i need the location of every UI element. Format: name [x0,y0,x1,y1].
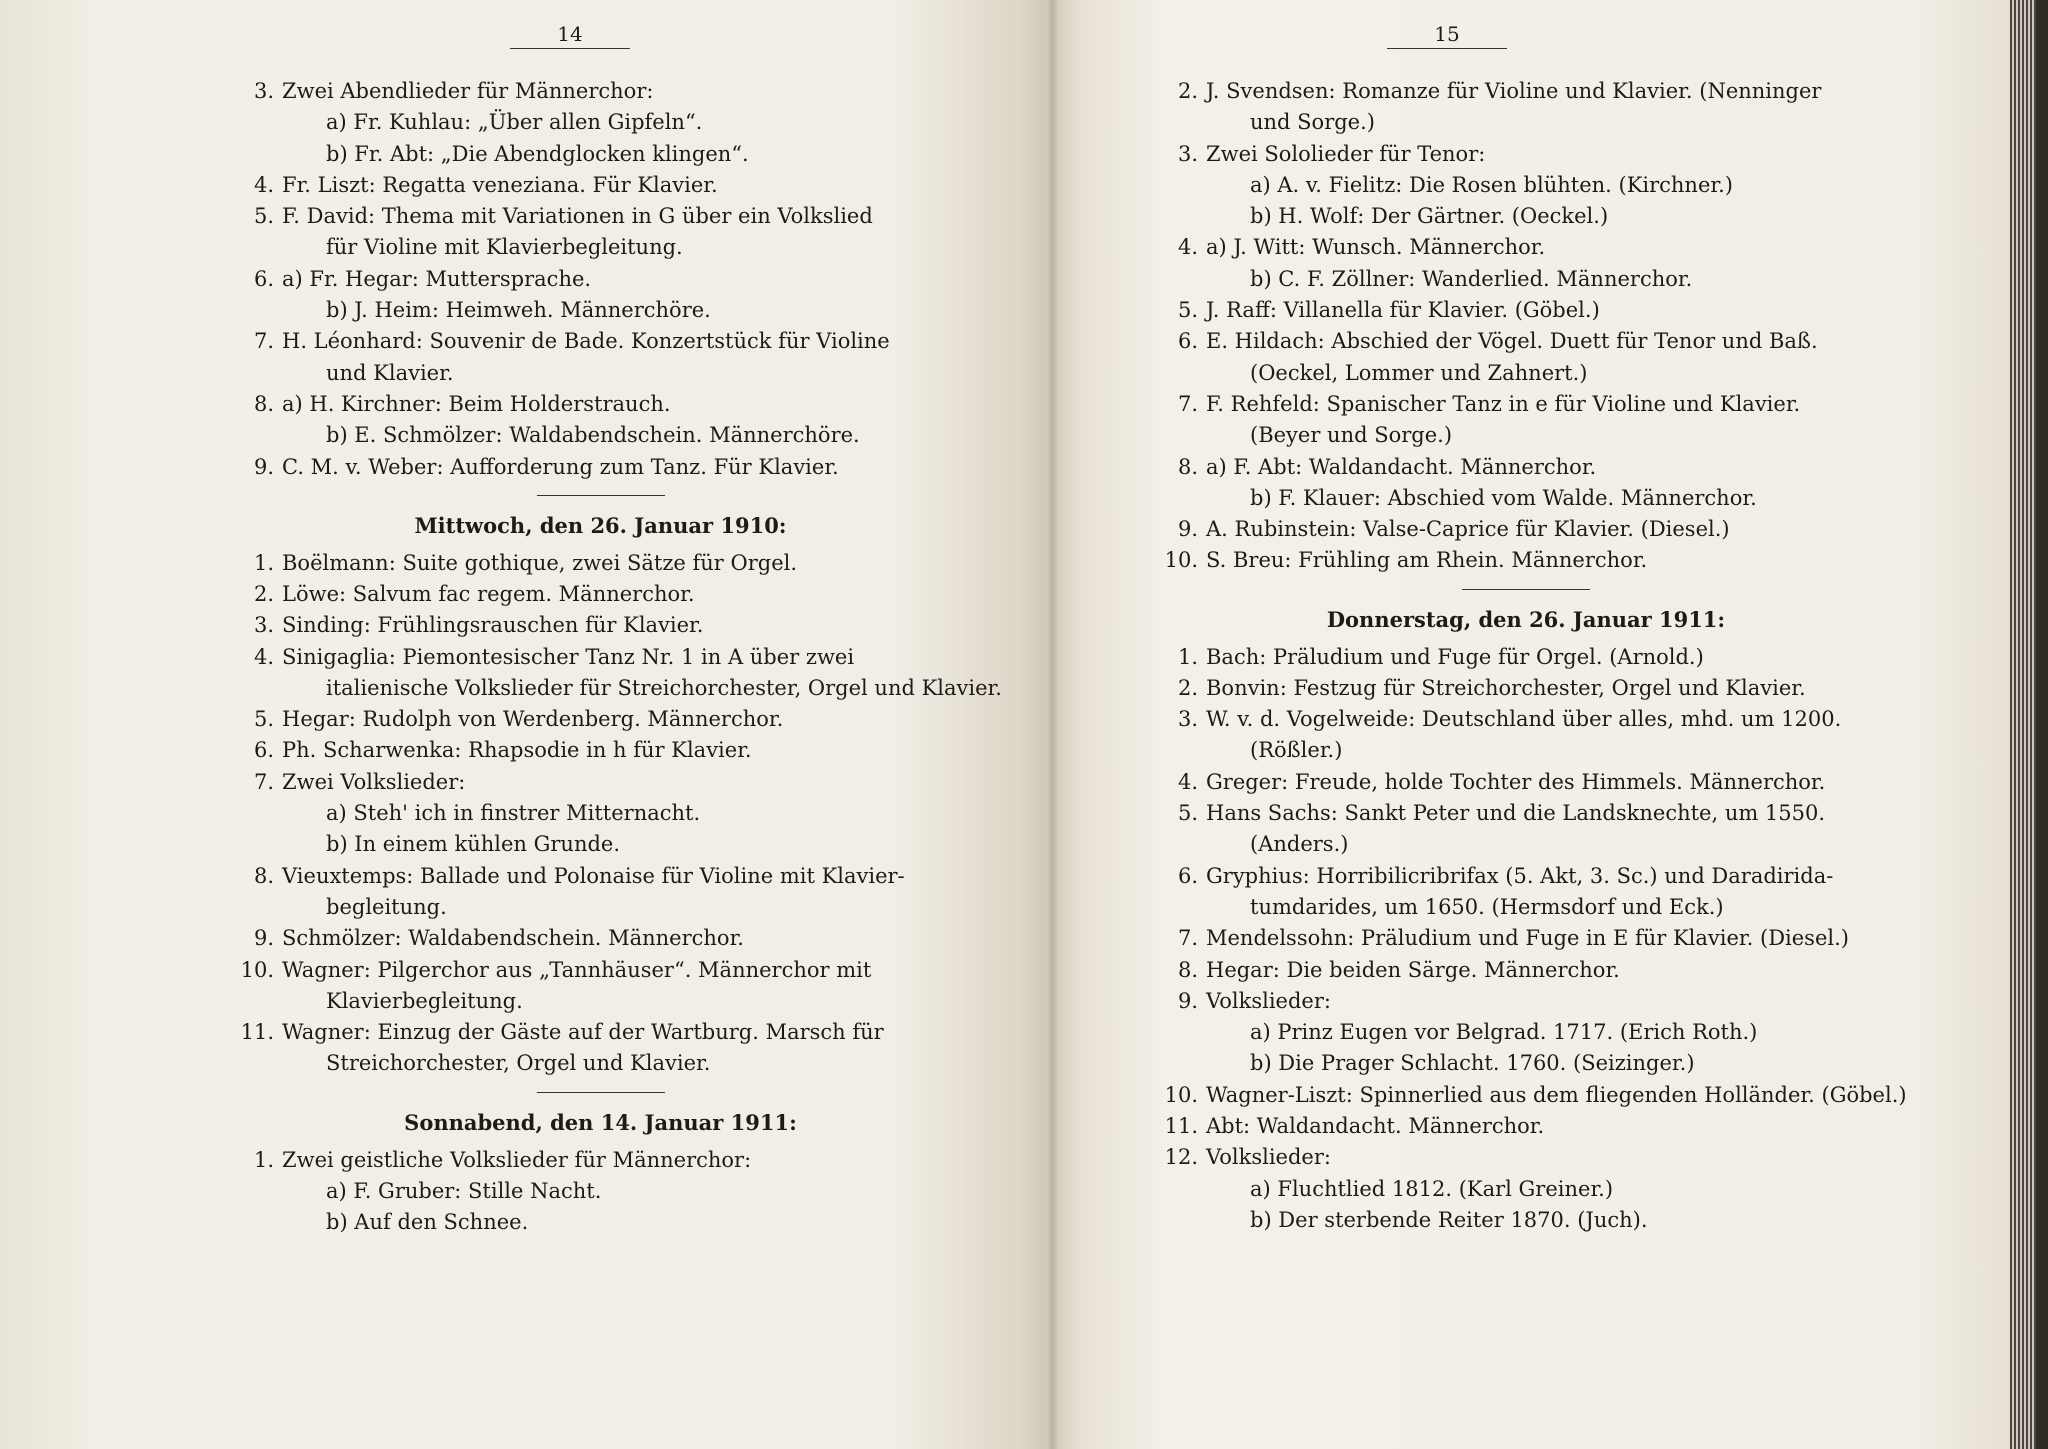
program-entry [238,76,963,107]
entry-number: 9. [253,926,274,951]
entry-text: b) C. F. Zöllner: Wanderlied. Männerchor. [1250,266,1693,291]
program-entry [1162,107,1890,138]
entry-text: a) F. Abt: Waldandacht. Männerchor. [1206,454,1597,479]
program-entry [238,264,963,295]
program-entry [238,704,963,735]
entry-text: begleitung. [326,894,447,919]
program-entry [1162,986,1890,1017]
entry-number: 7. [1177,926,1198,951]
entry-number: 7. [253,769,274,794]
entry-text: b) In einem kühlen Grunde. [326,832,621,857]
entry-number [238,1048,282,1079]
program-list [238,76,963,483]
entry-text: C. M. v. Weber: Aufforderung zum Tanz. Für Klavier. [282,454,839,479]
program-entry [238,420,963,451]
entry-number: 3. [1177,141,1198,166]
entry-text: Löwe: Salvum fac regem. Männerchor. [282,581,695,606]
entry-text: Bonvin: Festzug für Streichorchester, Orgel und Klavier. [1206,675,1806,700]
entry-text: Klavierbegleitung. [326,988,523,1013]
entry-text: H. Léonhard: Souvenir de Bade. Konzertstück für Violine [282,329,890,354]
entry-number [238,358,282,389]
program-entry [1162,420,1890,451]
entry-number: 10. [240,957,274,982]
entry-number [238,892,282,923]
program-entry [1162,1111,1890,1142]
entry-number [1162,735,1206,766]
entry-number [1162,107,1206,138]
entry-text: a) Fr. Hegar: Muttersprache. [282,266,592,291]
entry-text: a) Fluchtlied 1812. (Karl Greiner.) [1250,1176,1614,1201]
entry-number [1162,483,1206,514]
entry-text: und Klavier. [326,360,454,385]
section-heading: Mittwoch, den 26. Januar 1910: [414,513,787,539]
entry-number: 4. [1177,235,1198,260]
entry-number [238,232,282,263]
program-entry [238,735,963,766]
entry-number: 3. [253,613,274,638]
program-entry [1162,389,1890,420]
entry-text: J. Raff: Villanella für Klavier. (Göbel.) [1206,298,1600,323]
entry-number: 2. [1177,675,1198,700]
program-entry [1162,170,1890,201]
entry-text: b) Auf den Schnee. [326,1210,529,1235]
program-entry [238,642,963,673]
entry-text: W. v. d. Vogelweide: Deutschland über alles, mhd. um 1200. [1206,707,1842,732]
entry-number: 12. [1164,1145,1198,1170]
program-entry [1162,767,1890,798]
entry-text: Zwei Abendlieder für Männerchor: [282,79,654,103]
entry-number: 8. [253,863,274,888]
program-entry [1162,358,1890,389]
entry-number: 5. [253,204,274,229]
entry-text: (Anders.) [1250,832,1349,857]
entry-text: Hans Sachs: Sankt Peter und die Landsknechte, um 1550. [1206,801,1826,826]
entry-text: a) Steh' ich in finstrer Mitternacht. [326,801,701,826]
entry-text: Fr. Liszt: Regatta veneziana. Für Klavier. [282,172,718,197]
entry-number: 10. [1164,548,1198,573]
program-entry [1162,798,1890,829]
entry-number: 2. [253,581,274,606]
entry-number: 8. [1177,957,1198,982]
program-entry [1162,76,1890,107]
entry-text: b) E. Schmölzer: Waldabendschein. Männerchöre. [326,423,860,448]
entry-text: a) A. v. Fielitz: Die Rosen blühten. (Kirchner.) [1250,172,1733,197]
entry-text: a) H. Kirchner: Beim Holderstrauch. [282,391,671,416]
entry-number [238,673,282,704]
program-entry [238,955,963,986]
entry-number: 4. [253,172,274,197]
entry-number [1162,892,1206,923]
entry-number [238,107,282,138]
entry-text: Vieuxtemps: Ballade und Polonaise für Violine mit Klavier- [282,863,905,888]
program-entry [238,673,1002,704]
entry-number: 4. [1177,769,1198,794]
entry-number: 6. [1177,329,1198,354]
entry-number: 3. [1177,707,1198,732]
entry-text: für Violine mit Klavierbegleitung. [326,235,683,260]
program-list [1162,76,1890,577]
program-entry [238,358,963,389]
entry-text: (Oeckel, Lommer und Zahnert.) [1250,360,1588,385]
entry-text: a) F. Gruber: Stille Nacht. [326,1178,602,1203]
program-entry [1162,704,1890,735]
book-gutter [1046,0,1058,1449]
entry-number [1162,201,1206,232]
entry-number [238,420,282,451]
program-entry [238,1048,963,1079]
entry-text: Mendelssohn: Präludium und Fuge in E für Klavier. (Diesel.) [1206,926,1849,951]
entry-text: italienische Volkslieder für Streichorchester, Orgel und Klavier. [326,675,1002,700]
entry-text: b) Die Prager Schlacht. 1760. (Seizinger.) [1250,1051,1695,1076]
entry-text: Streichorchester, Orgel und Klavier. [326,1051,711,1076]
entry-text: b) F. Klauer: Abschied vom Walde. Männerchor. [1250,485,1757,510]
entry-text: b) H. Wolf: Der Gärtner. (Oeckel.) [1250,204,1609,229]
program-entry [1162,514,1890,545]
entry-number: 6. [253,266,274,291]
entry-number [1162,170,1206,201]
entry-text: Volkslieder: [1206,1145,1331,1170]
program-entry [1162,673,1890,704]
entry-number: 1. [1177,644,1198,669]
program-entry [238,232,963,263]
program-entry [238,892,963,923]
entry-number: 6. [1177,863,1198,888]
page-number-left: 14 [510,22,630,49]
background-edge [2036,0,2048,1449]
entry-text: F. Rehfeld: Spanischer Tanz in e für Violine und Klavier. [1206,391,1801,416]
program-entry [1162,452,1890,483]
entry-text: (Rößler.) [1250,738,1343,763]
entry-text: A. Rubinstein: Valse-Caprice für Klavier. (Diesel.) [1206,517,1730,542]
entry-number: 11. [1164,1114,1198,1138]
program-list [238,548,1002,1080]
entry-number: 11. [240,1020,274,1045]
entry-number [1162,1048,1206,1079]
program-entry [1162,1142,1890,1173]
program-entry [238,861,963,892]
program-list [238,1145,963,1239]
entry-text: Hegar: Die beiden Särge. Männerchor. [1206,957,1620,982]
entry-number [238,986,282,1017]
entry-text: Sinding: Frühlingsrauschen für Klavier. [282,613,704,638]
page-number-right: 15 [1387,22,1507,49]
entry-number: 10. [1164,1082,1198,1107]
entry-number [1162,1174,1206,1205]
entry-number: 3. [253,79,274,103]
program-entry [238,610,963,641]
program-entry [238,1176,963,1207]
entry-text: Wagner-Liszt: Spinnerlied aus dem fliegenden Holländer. (Göbel.) [1206,1082,1907,1107]
entry-text: Gryphius: Horribilicribrifax (5. Akt, 3. Sc.) und Daradirida- [1206,863,1834,888]
right-page-content [1162,76,1907,1236]
entry-number [1162,1205,1206,1236]
entry-number [1162,1017,1206,1048]
program-entry [1162,1174,1890,1205]
program-entry [238,767,963,798]
program-entry [1162,264,1890,295]
program-entry [238,139,963,170]
program-entry [1162,326,1890,357]
program-entry [238,548,963,579]
entry-number: 5. [253,707,274,732]
program-entry [238,829,963,860]
entry-text: Hegar: Rudolph von Werdenberg. Männerchor. [282,707,784,732]
program-entry [1162,201,1890,232]
entry-number: 1. [253,1147,274,1172]
program-entry [1162,139,1890,170]
entry-text: Bach: Präludium und Fuge für Orgel. (Arnold.) [1206,644,1704,669]
program-entry [1162,923,1890,954]
entry-text: Volkslieder: [1206,988,1331,1013]
entry-text: Zwei Volkslieder: [282,769,466,794]
entry-number [1162,829,1206,860]
entry-text: Zwei Sololieder für Tenor: [1206,141,1486,166]
program-entry [238,452,963,483]
program-entry [1162,483,1890,514]
program-entry [238,1017,963,1048]
entry-number [238,1207,282,1238]
program-entry [1162,1080,1907,1111]
entry-text: Wagner: Einzug der Gäste auf der Wartburg. Marsch für [282,1020,884,1045]
program-entry [238,107,963,138]
program-entry [238,295,963,326]
section-heading: Sonnabend, den 14. Januar 1911: [404,1110,797,1136]
program-entry [1162,735,1890,766]
program-entry [1162,955,1890,986]
entry-number: 6. [253,738,274,763]
entry-text: tumdarides, um 1650. (Hermsdorf und Eck.) [1250,894,1724,919]
entry-number [238,1176,282,1207]
entry-number: 7. [1177,391,1198,416]
program-entry [1162,829,1890,860]
entry-text: a) Prinz Eugen vor Belgrad. 1717. (Erich Roth.) [1250,1020,1758,1045]
section-heading: Donnerstag, den 26. Januar 1911: [1326,607,1726,633]
entry-text: S. Breu: Frühling am Rhein. Männerchor. [1206,548,1648,573]
program-entry [1162,295,1890,326]
entry-number [238,829,282,860]
entry-text: b) J. Heim: Heimweh. Männerchöre. [326,298,711,323]
section-divider [1462,589,1590,591]
entry-text: a) J. Witt: Wunsch. Männerchor. [1206,235,1546,260]
entry-number: 8. [1177,454,1198,479]
entry-text: Zwei geistliche Volkslieder für Männerchor: [282,1147,752,1172]
program-entry [1162,642,1890,673]
entry-number: 9. [1177,517,1198,542]
program-entry [1162,232,1890,263]
program-entry [1162,545,1890,576]
right-page [1052,0,2010,1449]
entry-number: 4. [253,644,274,669]
program-list [1162,642,1907,1237]
entry-text: F. David: Thema mit Variationen in G über ein Volkslied [282,204,873,229]
entry-number: 5. [1177,298,1198,323]
entry-number: 7. [253,329,274,354]
entry-text: Sinigaglia: Piemontesischer Tanz Nr. 1 in A über zwei [282,644,855,669]
entry-text: b) Der sterbende Reiter 1870. (Juch). [1250,1207,1648,1232]
entry-number [1162,264,1206,295]
section-divider [537,1092,665,1094]
program-entry [1162,1017,1890,1048]
entry-text: b) Fr. Abt: „Die Abendglocken klingen“. [326,141,749,166]
program-entry [238,986,963,1017]
entry-text: Greger: Freude, holde Tochter des Himmels. Männerchor. [1206,769,1826,794]
entry-text: Wagner: Pilgerchor aus „Tannhäuser“. Männerchor mit [282,957,872,982]
program-entry [238,1207,963,1238]
entry-number: 8. [253,391,274,416]
entry-text: a) Fr. Kuhlau: „Über allen Gipfeln“. [326,110,703,135]
program-entry [238,798,963,829]
program-entry [1162,892,1890,923]
entry-number: 1. [253,550,274,575]
program-entry [238,201,963,232]
entry-number: 2. [1177,79,1198,103]
program-entry [238,389,963,420]
entry-number: 9. [253,454,274,479]
program-entry [238,326,963,357]
entry-text: (Beyer und Sorge.) [1250,423,1453,448]
program-entry [1162,1205,1890,1236]
entry-number [1162,420,1206,451]
entry-text: Abt: Waldandacht. Männerchor. [1206,1114,1545,1138]
entry-number [238,295,282,326]
program-entry [238,923,963,954]
entry-text: Boëlmann: Suite gothique, zwei Sätze für Orgel. [282,550,798,575]
entry-text: J. Svendsen: Romanze für Violine und Klavier. (Nenninger [1206,79,1822,103]
entry-number [1162,358,1206,389]
program-entry [1162,861,1890,892]
entry-text: E. Hildach: Abschied der Vögel. Duett für Tenor und Baß. [1206,329,1818,354]
program-entry [238,1145,963,1176]
left-page-content [238,76,1002,1238]
program-entry [238,579,963,610]
entry-number [238,798,282,829]
program-entry [1162,1048,1890,1079]
entry-number: 9. [1177,988,1198,1013]
program-entry [238,170,963,201]
entry-text: Ph. Scharwenka: Rhapsodie in h für Klavier. [282,738,752,763]
entry-number: 5. [1177,801,1198,826]
section-divider [537,495,665,497]
entry-text: und Sorge.) [1250,110,1375,135]
entry-text: Schmölzer: Waldabendschein. Männerchor. [282,926,744,951]
entry-number [238,139,282,170]
